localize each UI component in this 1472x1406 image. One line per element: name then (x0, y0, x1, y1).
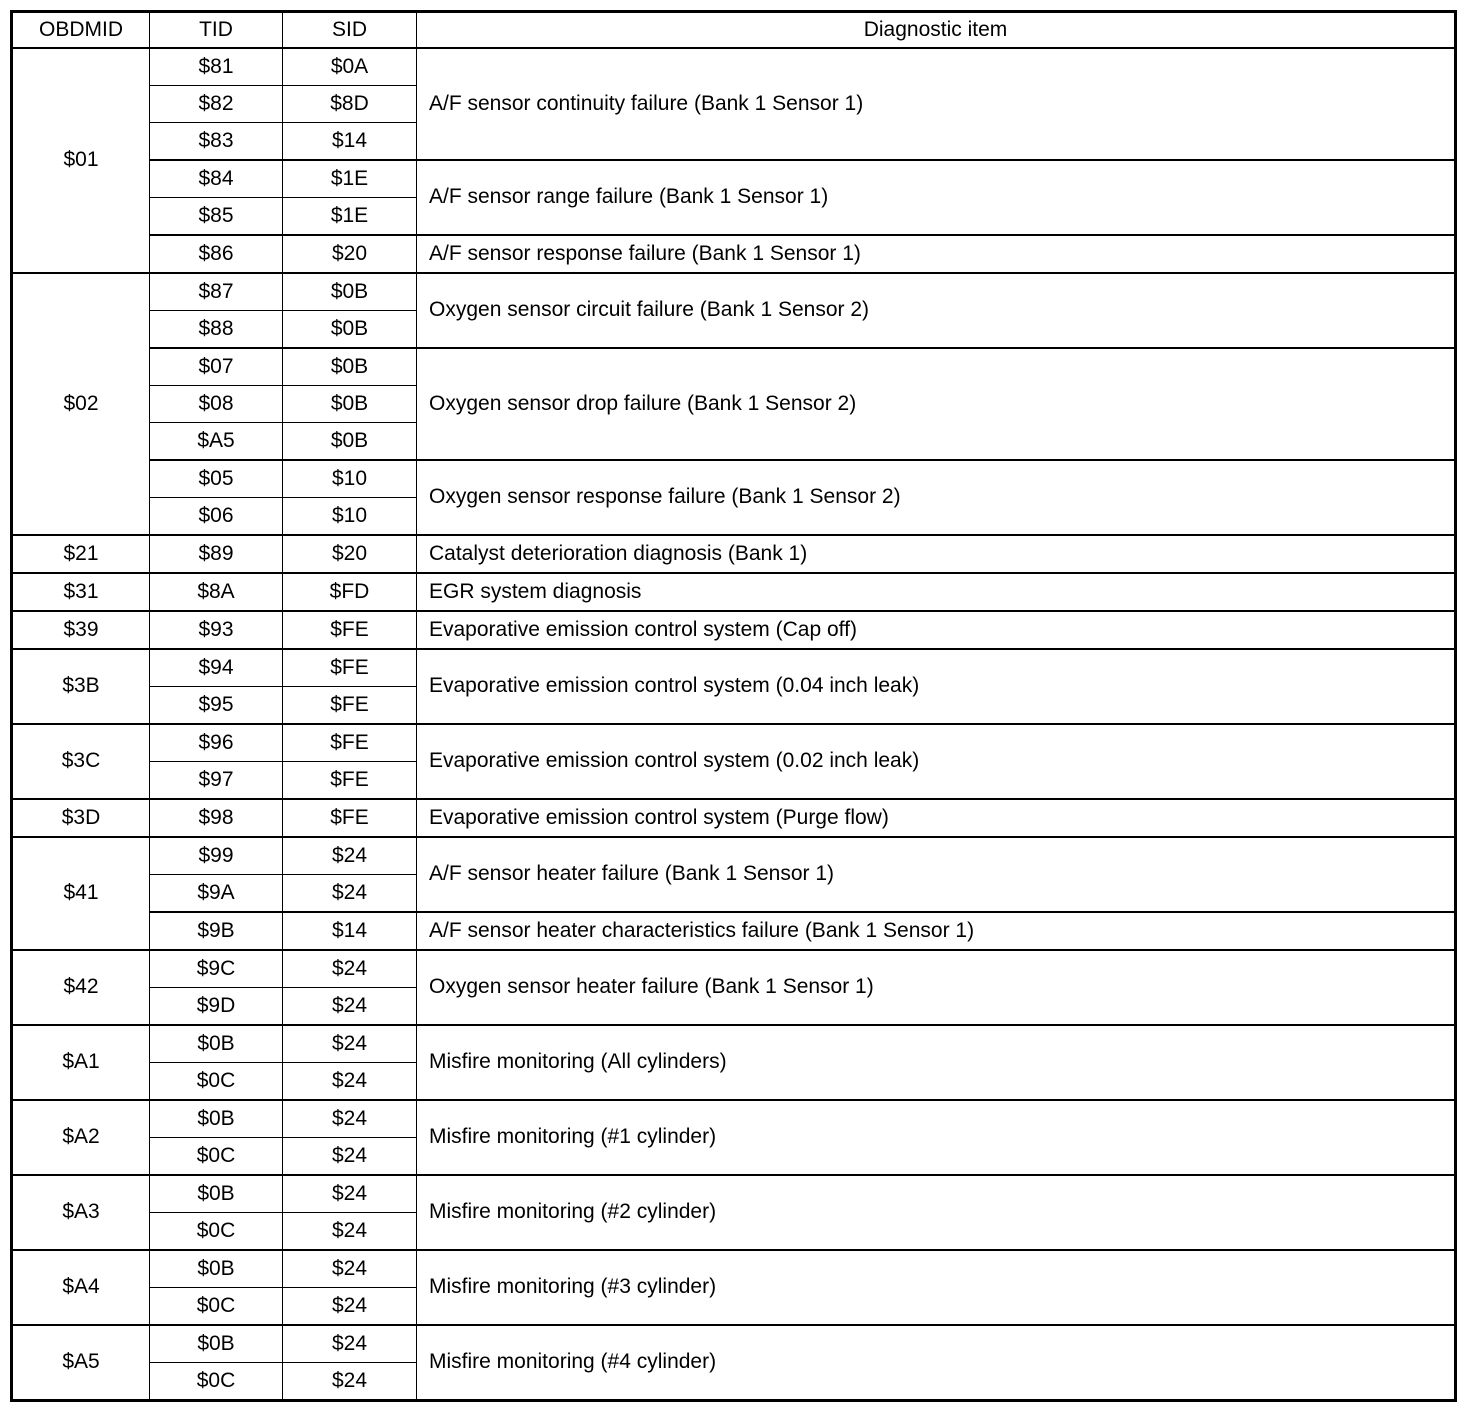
table-row (12, 460, 1456, 498)
sid-cell: $FE (283, 611, 417, 649)
table-row (12, 1325, 1456, 1363)
sid-cell: $24 (283, 1138, 417, 1176)
tid-cell: $0C (150, 1063, 283, 1101)
diagnostic-item-cell: A/F sensor heater failure (Bank 1 Sensor 1) (417, 837, 1456, 912)
sid-cell: $24 (283, 1175, 417, 1213)
diagnostic-item-cell: Oxygen sensor response failure (Bank 1 Sensor 2) (417, 460, 1456, 535)
diagnostic-item-cell: Misfire monitoring (#1 cylinder) (417, 1100, 1456, 1175)
table-row (12, 837, 1456, 875)
sid-cell: $24 (283, 1250, 417, 1288)
tid-cell: $0B (150, 1325, 283, 1363)
tid-cell: $95 (150, 687, 283, 725)
sid-cell: $24 (283, 1025, 417, 1063)
tid-cell: $0C (150, 1213, 283, 1251)
diagnostic-item-cell: A/F sensor continuity failure (Bank 1 Sensor 1) (417, 48, 1456, 160)
sid-cell: $FE (283, 649, 417, 687)
sid-cell: $20 (283, 535, 417, 573)
table-row (12, 912, 1456, 950)
tid-cell: $A5 (150, 423, 283, 461)
tid-cell: $85 (150, 198, 283, 236)
table-row (12, 573, 1456, 611)
tid-cell: $93 (150, 611, 283, 649)
table-row (12, 48, 1456, 86)
sid-cell: $24 (283, 1288, 417, 1326)
sid-cell: $0B (283, 273, 417, 311)
table-row (12, 535, 1456, 573)
diagnostic-item-cell: Misfire monitoring (All cylinders) (417, 1025, 1456, 1100)
tid-cell: $0C (150, 1288, 283, 1326)
tid-cell: $0B (150, 1025, 283, 1063)
diagnostic-item-cell: Oxygen sensor drop failure (Bank 1 Sensor 2) (417, 348, 1456, 460)
table-row (12, 1250, 1456, 1288)
sid-cell: $1E (283, 160, 417, 198)
tid-cell: $0C (150, 1138, 283, 1176)
obdmid-cell: $21 (12, 535, 150, 573)
diagnostic-item-cell: A/F sensor heater characteristics failure (Bank 1 Sensor 1) (417, 912, 1456, 950)
table-row (12, 235, 1456, 273)
table-row (12, 160, 1456, 198)
tid-cell: $07 (150, 348, 283, 386)
column-header-sid: SID (283, 12, 417, 49)
table-row (12, 950, 1456, 988)
table-row (12, 649, 1456, 687)
sid-cell: $14 (283, 912, 417, 950)
obdmid-cell: $A4 (12, 1250, 150, 1325)
sid-cell: $24 (283, 1213, 417, 1251)
sid-cell: $24 (283, 1363, 417, 1401)
sid-cell: $1E (283, 198, 417, 236)
sid-cell: $10 (283, 460, 417, 498)
sid-cell: $FE (283, 724, 417, 762)
tid-cell: $82 (150, 86, 283, 123)
diagnostic-item-cell: Evaporative emission control system (0.02 inch leak) (417, 724, 1456, 799)
table-row (12, 273, 1456, 311)
table-row (12, 1025, 1456, 1063)
sid-cell: $24 (283, 1063, 417, 1101)
sid-cell: $24 (283, 1325, 417, 1363)
tid-cell: $94 (150, 649, 283, 687)
tid-cell: $9D (150, 988, 283, 1026)
tid-cell: $9A (150, 875, 283, 913)
tid-cell: $96 (150, 724, 283, 762)
table-row (12, 724, 1456, 762)
sid-cell: $24 (283, 988, 417, 1026)
sid-cell: $0B (283, 386, 417, 423)
obdmid-cell: $31 (12, 573, 150, 611)
tid-cell: $89 (150, 535, 283, 573)
tid-cell: $86 (150, 235, 283, 273)
tid-cell: $99 (150, 837, 283, 875)
sid-cell: $24 (283, 1100, 417, 1138)
diagnostic-item-cell: EGR system diagnosis (417, 573, 1456, 611)
table-row (12, 799, 1456, 837)
obdmid-cell: $01 (12, 48, 150, 273)
tid-cell: $0B (150, 1250, 283, 1288)
diagnostic-item-cell: Oxygen sensor heater failure (Bank 1 Sensor 1) (417, 950, 1456, 1025)
diagnostic-item-cell: Oxygen sensor circuit failure (Bank 1 Sensor 2) (417, 273, 1456, 348)
tid-cell: $84 (150, 160, 283, 198)
tid-cell: $08 (150, 386, 283, 423)
diagnostic-item-cell: Misfire monitoring (#2 cylinder) (417, 1175, 1456, 1250)
sid-cell: $0B (283, 423, 417, 461)
sid-cell: $FE (283, 799, 417, 837)
obdmid-cell: $41 (12, 837, 150, 950)
tid-cell: $8A (150, 573, 283, 611)
tid-cell: $87 (150, 273, 283, 311)
column-header-diagnostic-item: Diagnostic item (417, 12, 1456, 49)
diagnostic-item-cell: Catalyst deterioration diagnosis (Bank 1) (417, 535, 1456, 573)
obdmid-cell: $3C (12, 724, 150, 799)
sid-cell: $0B (283, 348, 417, 386)
tid-cell: $06 (150, 498, 283, 536)
diagnostic-item-cell: Misfire monitoring (#4 cylinder) (417, 1325, 1456, 1401)
obdmid-cell: $42 (12, 950, 150, 1025)
sid-cell: $FE (283, 762, 417, 800)
sid-cell: $10 (283, 498, 417, 536)
obdmid-cell: $3D (12, 799, 150, 837)
diagnostic-item-cell: Evaporative emission control system (0.04 inch leak) (417, 649, 1456, 724)
obdmid-cell: $02 (12, 273, 150, 535)
column-header-tid: TID (150, 12, 283, 49)
table-row (12, 348, 1456, 386)
sid-cell: $24 (283, 950, 417, 988)
sid-cell: $0B (283, 311, 417, 349)
tid-cell: $9C (150, 950, 283, 988)
tid-cell: $05 (150, 460, 283, 498)
tid-cell: $0B (150, 1100, 283, 1138)
diagnostic-table (10, 10, 1457, 1402)
sid-cell: $24 (283, 837, 417, 875)
diagnostic-item-cell: A/F sensor response failure (Bank 1 Sensor 1) (417, 235, 1456, 273)
tid-cell: $0C (150, 1363, 283, 1401)
diagnostic-item-cell: Evaporative emission control system (Purge flow) (417, 799, 1456, 837)
tid-cell: $0B (150, 1175, 283, 1213)
tid-cell: $97 (150, 762, 283, 800)
tid-cell: $9B (150, 912, 283, 950)
sid-cell: $14 (283, 123, 417, 161)
sid-cell: $24 (283, 875, 417, 913)
obdmid-cell: $A3 (12, 1175, 150, 1250)
tid-cell: $88 (150, 311, 283, 349)
obdmid-cell: $39 (12, 611, 150, 649)
table-row (12, 611, 1456, 649)
obdmid-cell: $3B (12, 649, 150, 724)
sid-cell: $8D (283, 86, 417, 123)
obdmid-cell: $A1 (12, 1025, 150, 1100)
obdmid-cell: $A5 (12, 1325, 150, 1401)
header-row (12, 12, 1456, 49)
obdmid-cell: $A2 (12, 1100, 150, 1175)
diagnostic-item-cell: A/F sensor range failure (Bank 1 Sensor 1) (417, 160, 1456, 235)
sid-cell: $FE (283, 687, 417, 725)
table-row (12, 1175, 1456, 1213)
diagnostic-item-cell: Evaporative emission control system (Cap off) (417, 611, 1456, 649)
table-row (12, 1100, 1456, 1138)
column-header-obdmid: OBDMID (12, 12, 150, 49)
sid-cell: $20 (283, 235, 417, 273)
sid-cell: $0A (283, 48, 417, 86)
tid-cell: $83 (150, 123, 283, 161)
sid-cell: $FD (283, 573, 417, 611)
tid-cell: $81 (150, 48, 283, 86)
tid-cell: $98 (150, 799, 283, 837)
diagnostic-item-cell: Misfire monitoring (#3 cylinder) (417, 1250, 1456, 1325)
